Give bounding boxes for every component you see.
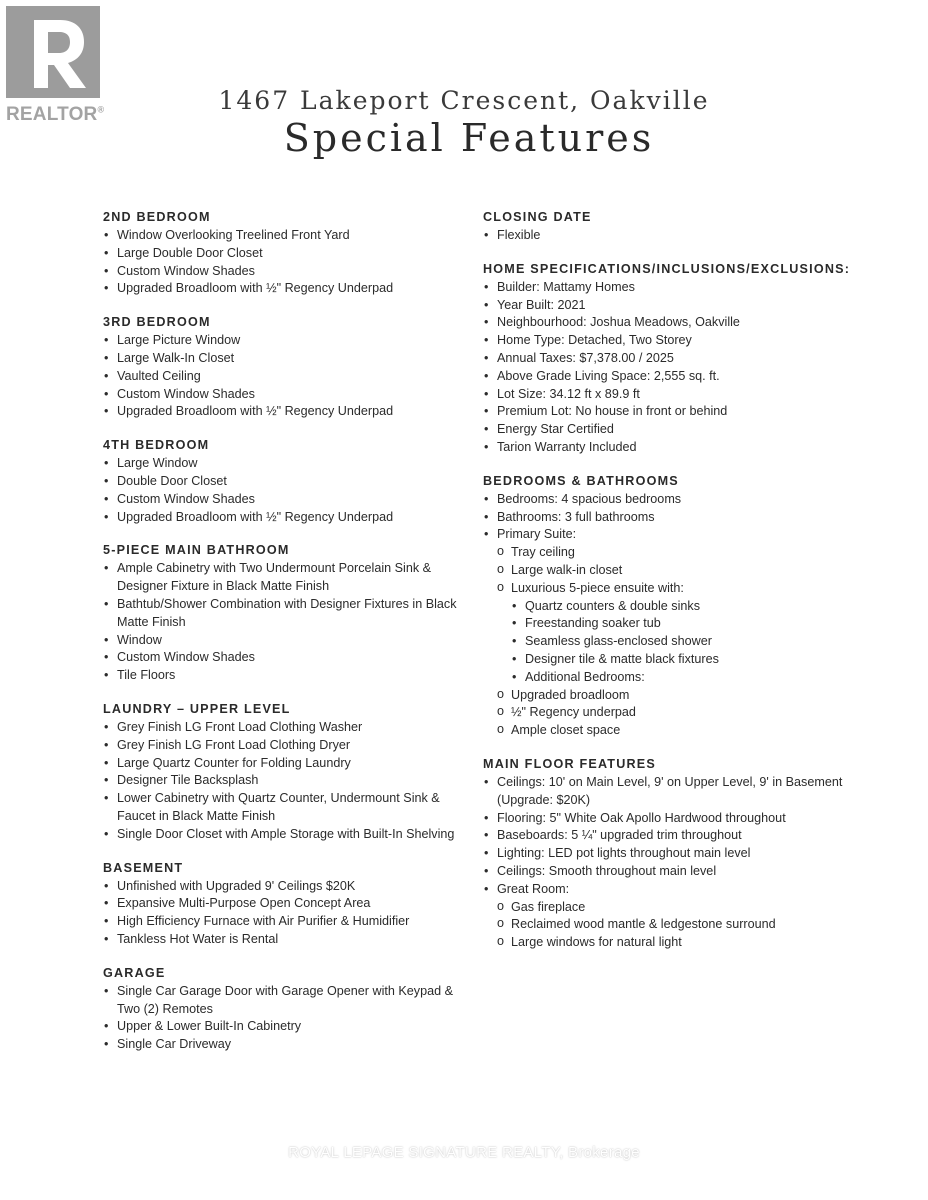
sub-list-item: o Ample closet space xyxy=(497,722,883,740)
sub-list-item: o Large windows for natural light xyxy=(497,934,883,952)
list-item: • Tile Floors xyxy=(103,667,468,685)
list-item: • Double Door Closet xyxy=(103,473,468,491)
list-item: • Flooring: 5" White Oak Apollo Hardwood throughout xyxy=(483,810,883,828)
section-main-floor-features xyxy=(483,755,883,952)
section-heading: BASEMENT xyxy=(103,860,184,875)
realtor-r-icon xyxy=(6,6,100,98)
list-item: • Single Car Garage Door with Garage Opener with Keypad & Two (2) Remotes xyxy=(103,983,468,1019)
section-2nd-bedroom xyxy=(103,208,468,298)
section-heading: CLOSING DATE xyxy=(483,210,592,224)
sub-list-item: o Tray ceiling xyxy=(497,544,883,562)
realtor-logo xyxy=(6,6,100,98)
nested-list-item: • Quartz counters & double sinks xyxy=(511,598,883,616)
right-column xyxy=(483,208,883,967)
list-item: • Home Type: Detached, Two Storey xyxy=(483,332,883,350)
list-item: • High Efficiency Furnace with Air Purifier & Humidifier xyxy=(103,913,468,931)
list-item: • Custom Window Shades xyxy=(103,263,468,281)
list-item: • Grey Finish LG Front Load Clothing Washer xyxy=(103,719,468,737)
list-item: • Upgraded Broadloom with ½" Regency Underpad xyxy=(103,509,468,527)
list-item: • Tarion Warranty Included xyxy=(483,439,883,457)
list-item: • Single Car Driveway xyxy=(103,1036,468,1054)
section-heading: 4TH BEDROOM xyxy=(103,438,210,453)
section-heading: BEDROOMS & BATHROOMS xyxy=(483,473,679,488)
sub-list-item: o Luxurious 5-piece ensuite with: xyxy=(497,580,883,598)
sub-list-item: o Upgraded broadloom xyxy=(497,687,883,705)
list-item: • Large Window xyxy=(103,455,468,473)
section-home-specifications xyxy=(483,260,883,457)
list-item: • Flexible xyxy=(483,227,883,245)
section-4th-bedroom xyxy=(103,436,468,526)
list-item: • Large Quartz Counter for Folding Laundry xyxy=(103,755,468,773)
section-heading: 5-PIECE MAIN BATHROOM xyxy=(103,543,290,558)
list-item: • Upper & Lower Built-In Cabinetry xyxy=(103,1018,468,1036)
list-item: • Above Grade Living Space: 2,555 sq. ft. xyxy=(483,368,883,386)
sub-list-item: o Gas fireplace xyxy=(497,899,883,917)
section-bedrooms-bathrooms xyxy=(483,472,883,740)
nested-list-item: • Designer tile & matte black fixtures xyxy=(511,651,883,669)
list-item: • Ceilings: 10' on Main Level, 9' on Upper Level, 9' in Basement (Upgrade: $20K) xyxy=(483,774,883,810)
list-item: • Lower Cabinetry with Quartz Counter, Undermount Sink & Faucet in Black Matte Finish xyxy=(103,790,468,826)
list-item: • Window xyxy=(103,632,468,650)
section-heading: 3RD BEDROOM xyxy=(103,315,211,330)
section-laundry xyxy=(103,700,468,844)
list-item: • Tankless Hot Water is Rental xyxy=(103,931,468,949)
section-main-bathroom xyxy=(103,541,468,685)
section-heading: GARAGE xyxy=(103,965,166,980)
list-item: • Designer Tile Backsplash xyxy=(103,772,468,790)
page-title: Special Features xyxy=(283,116,655,160)
list-item: • Builder: Mattamy Homes xyxy=(483,279,883,297)
list-item: • Bathtub/Shower Combination with Designer Fixtures in Black Matte Finish xyxy=(103,596,468,632)
nested-list-item: • Additional Bedrooms: xyxy=(511,669,883,687)
list-item: • Ceilings: Smooth throughout main level xyxy=(483,863,883,881)
list-item: • Custom Window Shades xyxy=(103,491,468,509)
list-item: • Bedrooms: 4 spacious bedrooms xyxy=(483,491,883,509)
sub-list-item: o Large walk-in closet xyxy=(497,562,883,580)
list-item: • Ample Cabinetry with Two Undermount Porcelain Sink & Designer Fixture in Black Matte Finish xyxy=(103,560,468,596)
list-item: • Unfinished with Upgraded 9' Ceilings $20K xyxy=(103,878,468,896)
list-item: • Baseboards: 5 ¼" upgraded trim throughout xyxy=(483,827,883,845)
list-item: • Upgraded Broadloom with ½" Regency Underpad xyxy=(103,403,468,421)
section-3rd-bedroom xyxy=(103,313,468,421)
section-heading: HOME SPECIFICATIONS/INCLUSIONS/EXCLUSIONS: xyxy=(483,261,851,276)
section-garage xyxy=(103,964,468,1054)
list-item: • Neighbourhood: Joshua Meadows, Oakville xyxy=(483,314,883,332)
sub-list-item: o ½" Regency underpad xyxy=(497,704,883,722)
list-item: • Large Walk-In Closet xyxy=(103,350,468,368)
list-item: • Upgraded Broadloom with ½" Regency Underpad xyxy=(103,280,468,298)
list-item: • Large Picture Window xyxy=(103,332,468,350)
list-item: • Expansive Multi-Purpose Open Concept Area xyxy=(103,895,468,913)
list-item: • Energy Star Certified xyxy=(483,421,883,439)
property-address: 1467 Lakeport Crescent, Oakville xyxy=(218,86,710,115)
section-heading: LAUNDRY – UPPER LEVEL xyxy=(103,701,291,716)
list-item: • Bathrooms: 3 full bathrooms xyxy=(483,509,883,527)
list-item: • Lot Size: 34.12 ft x 89.9 ft xyxy=(483,386,883,404)
nested-list-item: • Freestanding soaker tub xyxy=(511,615,883,633)
section-closing-date xyxy=(483,208,883,245)
list-item: • Annual Taxes: $7,378.00 / 2025 xyxy=(483,350,883,368)
sub-list-item: o Reclaimed wood mantle & ledgestone surround xyxy=(497,916,883,934)
list-item: • Year Built: 2021 xyxy=(483,297,883,315)
section-heading: 2ND BEDROOM xyxy=(103,210,211,224)
brokerage-footer: ROYAL LEPAGE SIGNATURE REALTY, Brokerage xyxy=(288,1144,640,1161)
list-item: • Single Door Closet with Ample Storage with Built-In Shelving xyxy=(103,826,468,844)
list-item: • Lighting: LED pot lights throughout main level xyxy=(483,845,883,863)
nested-list-item: • Seamless glass-enclosed shower xyxy=(511,633,883,651)
list-item: • Grey Finish LG Front Load Clothing Dryer xyxy=(103,737,468,755)
list-item: • Primary Suite: xyxy=(483,526,883,544)
list-item: • Custom Window Shades xyxy=(103,386,468,404)
section-basement xyxy=(103,859,468,949)
list-item: • Window Overlooking Treelined Front Yard xyxy=(103,227,468,245)
section-heading: MAIN FLOOR FEATURES xyxy=(483,756,656,771)
list-item: • Great Room: xyxy=(483,881,883,899)
list-item: • Large Double Door Closet xyxy=(103,245,468,263)
realtor-wordmark: REALTOR® xyxy=(6,104,105,125)
list-item: • Vaulted Ceiling xyxy=(103,368,468,386)
left-column xyxy=(103,208,468,1069)
list-item: • Premium Lot: No house in front or behind xyxy=(483,403,883,421)
list-item: • Custom Window Shades xyxy=(103,649,468,667)
